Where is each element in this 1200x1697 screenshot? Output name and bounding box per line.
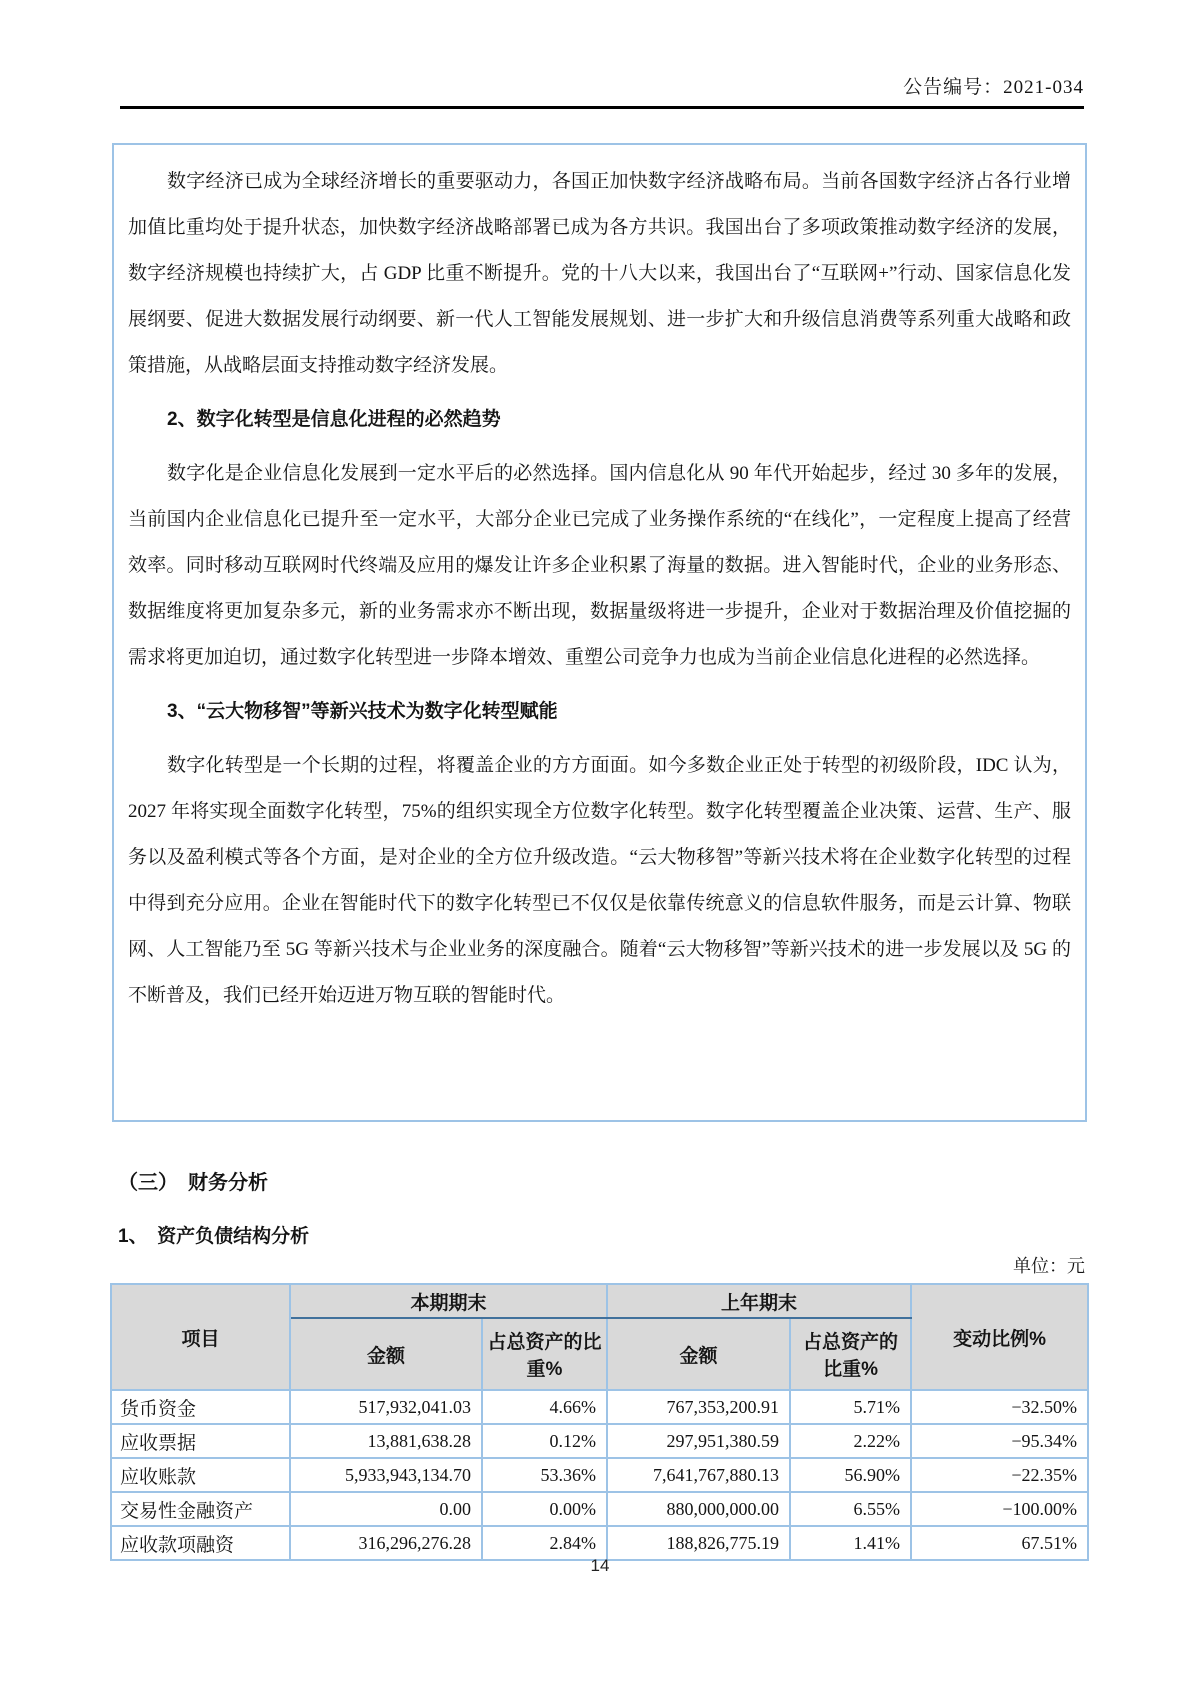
cell-item: 应收账款 [111,1458,290,1492]
cell-change: −100.00% [911,1492,1088,1526]
cell-amount: 0.00 [290,1492,482,1526]
table-row [111,1424,1088,1458]
balance-sheet-table [110,1283,1089,1561]
col-header-amount-current: 金额 [290,1318,482,1390]
table-row [111,1458,1088,1492]
paragraph-emerging-tech: 数字化转型是一个长期的过程，将覆盖企业的方方面面。如今多数企业正处于转型的初级阶段，IDC 认为，2027 年将实现全面数字化转型，75%的组织实现全方位数字化转型。数字化转型覆盖企业决策、运营、生产、服务以及盈利模式等各个方面，是对企业的全方位升级改造。“云大物移智”等新兴技术将在企业数字化转型的过程中得到充分应用。企业在智能时代下的数字化转型已不仅仅是依靠传统意义的信息软件服务，而是云计算、物联网、人工智能乃至 5G 等新兴技术与企业业务的深度融合。随着“云大物移智”等新兴技术的进一步发展以及 5G 的不断普及，我们已经开始迈进万物互联的智能时代。 [128,755,1071,1006]
cell-change: 67.51% [911,1526,1088,1560]
cell-amount: 297,951,380.59 [607,1424,790,1458]
col-header-prior-period: 上年期末 [607,1284,911,1318]
page-number: 14 [590,1556,610,1575]
table-row [111,1390,1088,1424]
cell-change: −32.50% [911,1390,1088,1424]
cell-share: 6.55% [790,1492,911,1526]
col-header-amount-prior: 金额 [607,1318,790,1390]
cell-item: 应收票据 [111,1424,290,1458]
balance-structure-subheading: 1、 资产负债结构分析 [118,1226,310,1247]
cell-amount: 517,932,041.03 [290,1390,482,1424]
finance-analysis-heading: （三） 财务分析 [118,1172,268,1194]
header-divider [120,106,1084,109]
col-header-item: 项目 [111,1284,290,1390]
cell-share: 53.36% [482,1458,607,1492]
cell-item: 交易性金融资产 [111,1492,290,1526]
cell-item: 应收款项融资 [111,1526,290,1560]
cell-share: 2.22% [790,1424,911,1458]
paragraph-digital-economy: 数字经济已成为全球经济增长的重要驱动力，各国正加快数字经济战略布局。当前各国数字经济占各行业增加值比重均处于提升状态，加快数字经济战略部署已成为各方共识。我国出台了多项政策推动数字经济的发展，数字经济规模也持续扩大，占 GDP 比重不断提升。党的十八大以来，我国出台了“互联网+”行动、国家信息化发展纲要、促进大数据发展行动纲要、新一代人工智能发展规划、进一步扩大和升级信息消费等系列重大战略和政策措施，从战略层面支持推动数字经济发展。 [128,171,1071,376]
cell-amount: 880,000,000.00 [607,1492,790,1526]
cell-share: 2.84% [482,1526,607,1560]
cell-share: 56.90% [790,1458,911,1492]
section-heading-2: 2、数字化转型是信息化进程的必然趋势 [167,409,501,430]
cell-share: 5.71% [790,1390,911,1424]
highlight-box [112,143,1087,1122]
section-heading-3: 3、“云大物移智”等新兴技术为数字化转型赋能 [167,701,558,722]
cell-amount: 7,641,767,880.13 [607,1458,790,1492]
table-row [111,1492,1088,1526]
cell-share: 1.41% [790,1526,911,1560]
cell-amount: 5,933,943,134.70 [290,1458,482,1492]
cell-amount: 13,881,638.28 [290,1424,482,1458]
paragraph-digital-transform: 数字化是企业信息化发展到一定水平后的必然选择。国内信息化从 90 年代开始起步，经过 30 多年的发展，当前国内企业信息化已提升至一定水平，大部分企业已完成了业务操作系统的“在线化”，一定程度上提高了经营效率。同时移动互联网时代终端及应用的爆发让许多企业积累了海量的数据。进入智能时代，企业的业务形态、数据维度将更加复杂多元，新的业务需求亦不断出现，数据量级将进一步提升，企业对于数据治理及价值挖掘的需求将更加迫切，通过数字化转型进一步降本增效、重塑公司竞争力也成为当前企业信息化进程的必然选择。 [128,463,1071,668]
col-header-change-ratio: 变动比例% [911,1284,1088,1390]
table-row [111,1526,1088,1560]
cell-share: 0.00% [482,1492,607,1526]
cell-amount: 767,353,200.91 [607,1390,790,1424]
cell-amount: 316,296,276.28 [290,1526,482,1560]
cell-share: 0.12% [482,1424,607,1458]
col-header-current-period: 本期期末 [290,1284,607,1318]
cell-item: 货币资金 [111,1390,290,1424]
col-header-share-current: 占总资产的比重% [482,1318,607,1390]
cell-amount: 188,826,775.19 [607,1526,790,1560]
announcement-number: 公告编号：2021-034 [903,77,1084,98]
cell-change: −95.34% [911,1424,1088,1458]
col-header-share-prior: 占总资产的比重% [790,1318,911,1390]
cell-share: 4.66% [482,1390,607,1424]
cell-change: −22.35% [911,1458,1088,1492]
unit-label: 单位：元 [1013,1256,1085,1276]
